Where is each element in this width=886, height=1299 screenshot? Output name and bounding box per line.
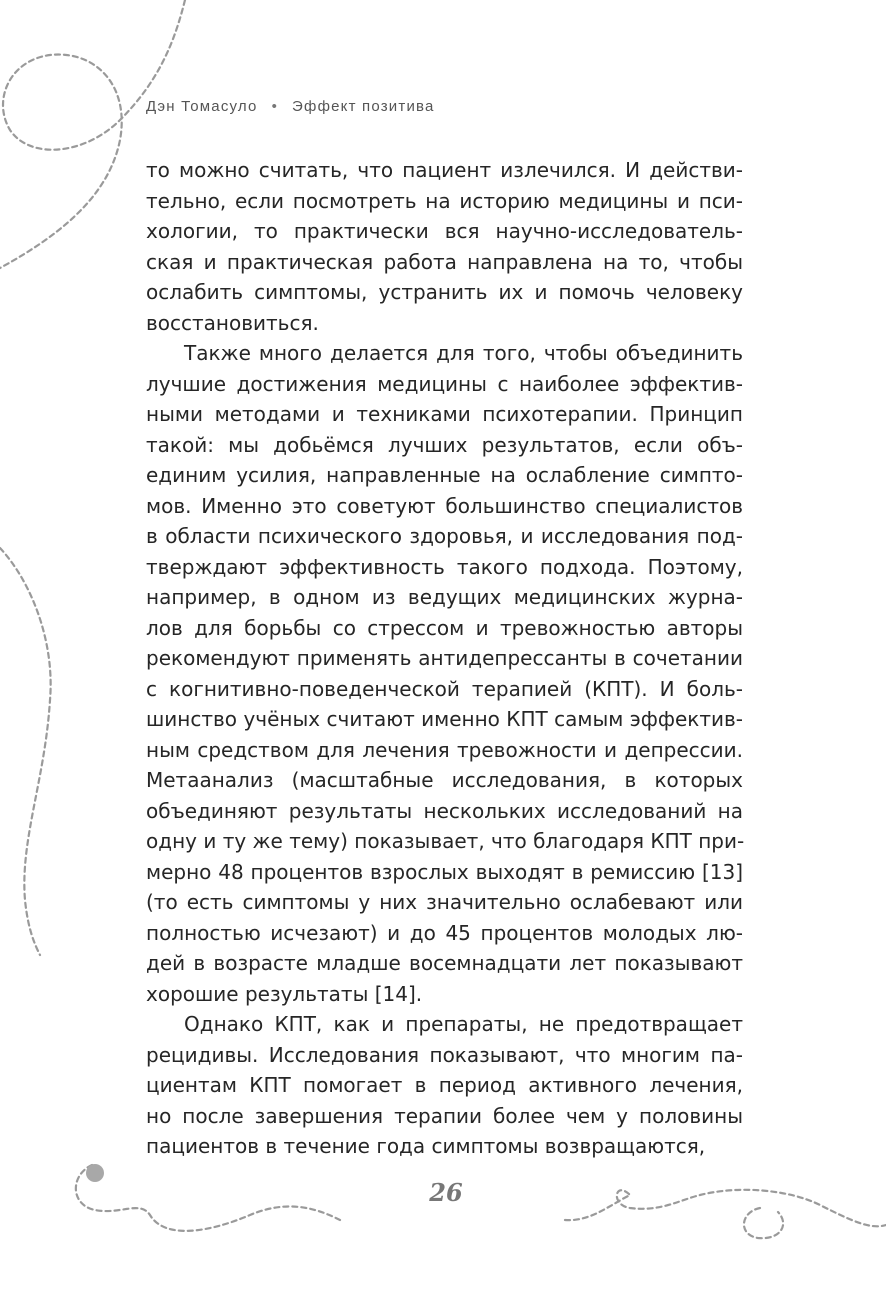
- text-line: шинство учёных считают именно КПТ самым эффектив-: [146, 707, 743, 731]
- text-line: Метаанализ (масштабные исследования, в которых: [146, 768, 743, 792]
- book-title: Эффект позитива: [292, 98, 435, 115]
- text-line: рекомендуют применять антидепрессанты в сочетании: [146, 646, 743, 670]
- body-text: [146, 155, 743, 1162]
- left-side-wave: [0, 548, 51, 955]
- text-line: хорошие результаты [14].: [146, 981, 423, 1006]
- text-line: хологии, то практически вся научно-исследователь-: [146, 219, 743, 243]
- text-line: мерно 48 процентов взрослых выходят в ремиссию [13]: [146, 859, 743, 884]
- text-line: объединяют результаты нескольких исследований на: [146, 798, 743, 823]
- text-line: в области психического здоровья, и исследования под-: [146, 524, 743, 548]
- text-line: восстановиться.: [146, 310, 319, 335]
- text-line: одну и ту же тему) показывает, что благодаря КПТ при-: [146, 829, 745, 853]
- text-line: например, в одном из ведущих медицинских журна-: [146, 585, 743, 609]
- text-line: ными методами и техниками психотерапии. Принцип: [146, 402, 743, 426]
- text-line: такой: мы добьёмся лучших результатов, если объ-: [146, 432, 743, 457]
- text-line: дей в возрасте младше восемнадцати лет показывают: [146, 951, 743, 975]
- running-head: [146, 98, 435, 115]
- text-line: тельно, если посмотреть на историю медицины и пси-: [146, 188, 743, 213]
- text-line: Однако КПТ, как и препараты, не предотвращает: [184, 1012, 743, 1036]
- bottom-right-loop: [744, 1208, 783, 1238]
- text-line: то можно считать, что пациент излечился. И действи-: [146, 158, 743, 182]
- bottom-left-swirl: [76, 1165, 340, 1231]
- text-line: с когнитивно-поведенческой терапией (КПТ). И боль-: [146, 676, 743, 701]
- text-line: пациентов в течение года симптомы возвращаются,: [146, 1134, 706, 1158]
- text-line: лов для борьбы со стрессом и тревожностью авторы: [146, 615, 743, 640]
- text-line: ослабить симптомы, устранить их и помочь человеку: [146, 280, 743, 304]
- header-separator: •: [271, 98, 279, 115]
- text-line: мов. Именно это советуют большинство специалистов: [146, 493, 743, 518]
- text-line: (то есть симптомы у них значительно ослабевают или: [146, 890, 743, 914]
- text-line: циентам КПТ помогает в период активного лечения,: [146, 1073, 743, 1097]
- page-number: 26: [429, 1178, 463, 1207]
- paragraph: [146, 1009, 743, 1162]
- ornament-dot-icon: [86, 1164, 104, 1182]
- text-line: рецидивы. Исследования показывают, что многим па-: [146, 1042, 743, 1067]
- text-line: но после завершения терапии более чем у половины: [146, 1103, 743, 1128]
- text-line: тверждают эффективность такого подхода. Поэтому,: [146, 554, 743, 579]
- bottom-right-swirl: [565, 1190, 886, 1227]
- text-line: Также много делается для того, чтобы объединить: [184, 341, 743, 365]
- paragraph: [146, 338, 743, 1009]
- text-line: ская и практическая работа направлена на то, чтобы: [146, 249, 743, 274]
- text-line: полностью исчезают) и до 45 процентов молодых лю-: [146, 920, 743, 945]
- text-line: лучшие достижения медицины с наиболее эффектив-: [146, 371, 743, 396]
- text-line: единим усилия, направленные на ослабление симпто-: [146, 463, 743, 487]
- text-line: ным средством для лечения тревожности и депрессии.: [146, 737, 743, 762]
- author-name: Дэн Томасуло: [146, 98, 258, 115]
- paragraph: [146, 155, 743, 338]
